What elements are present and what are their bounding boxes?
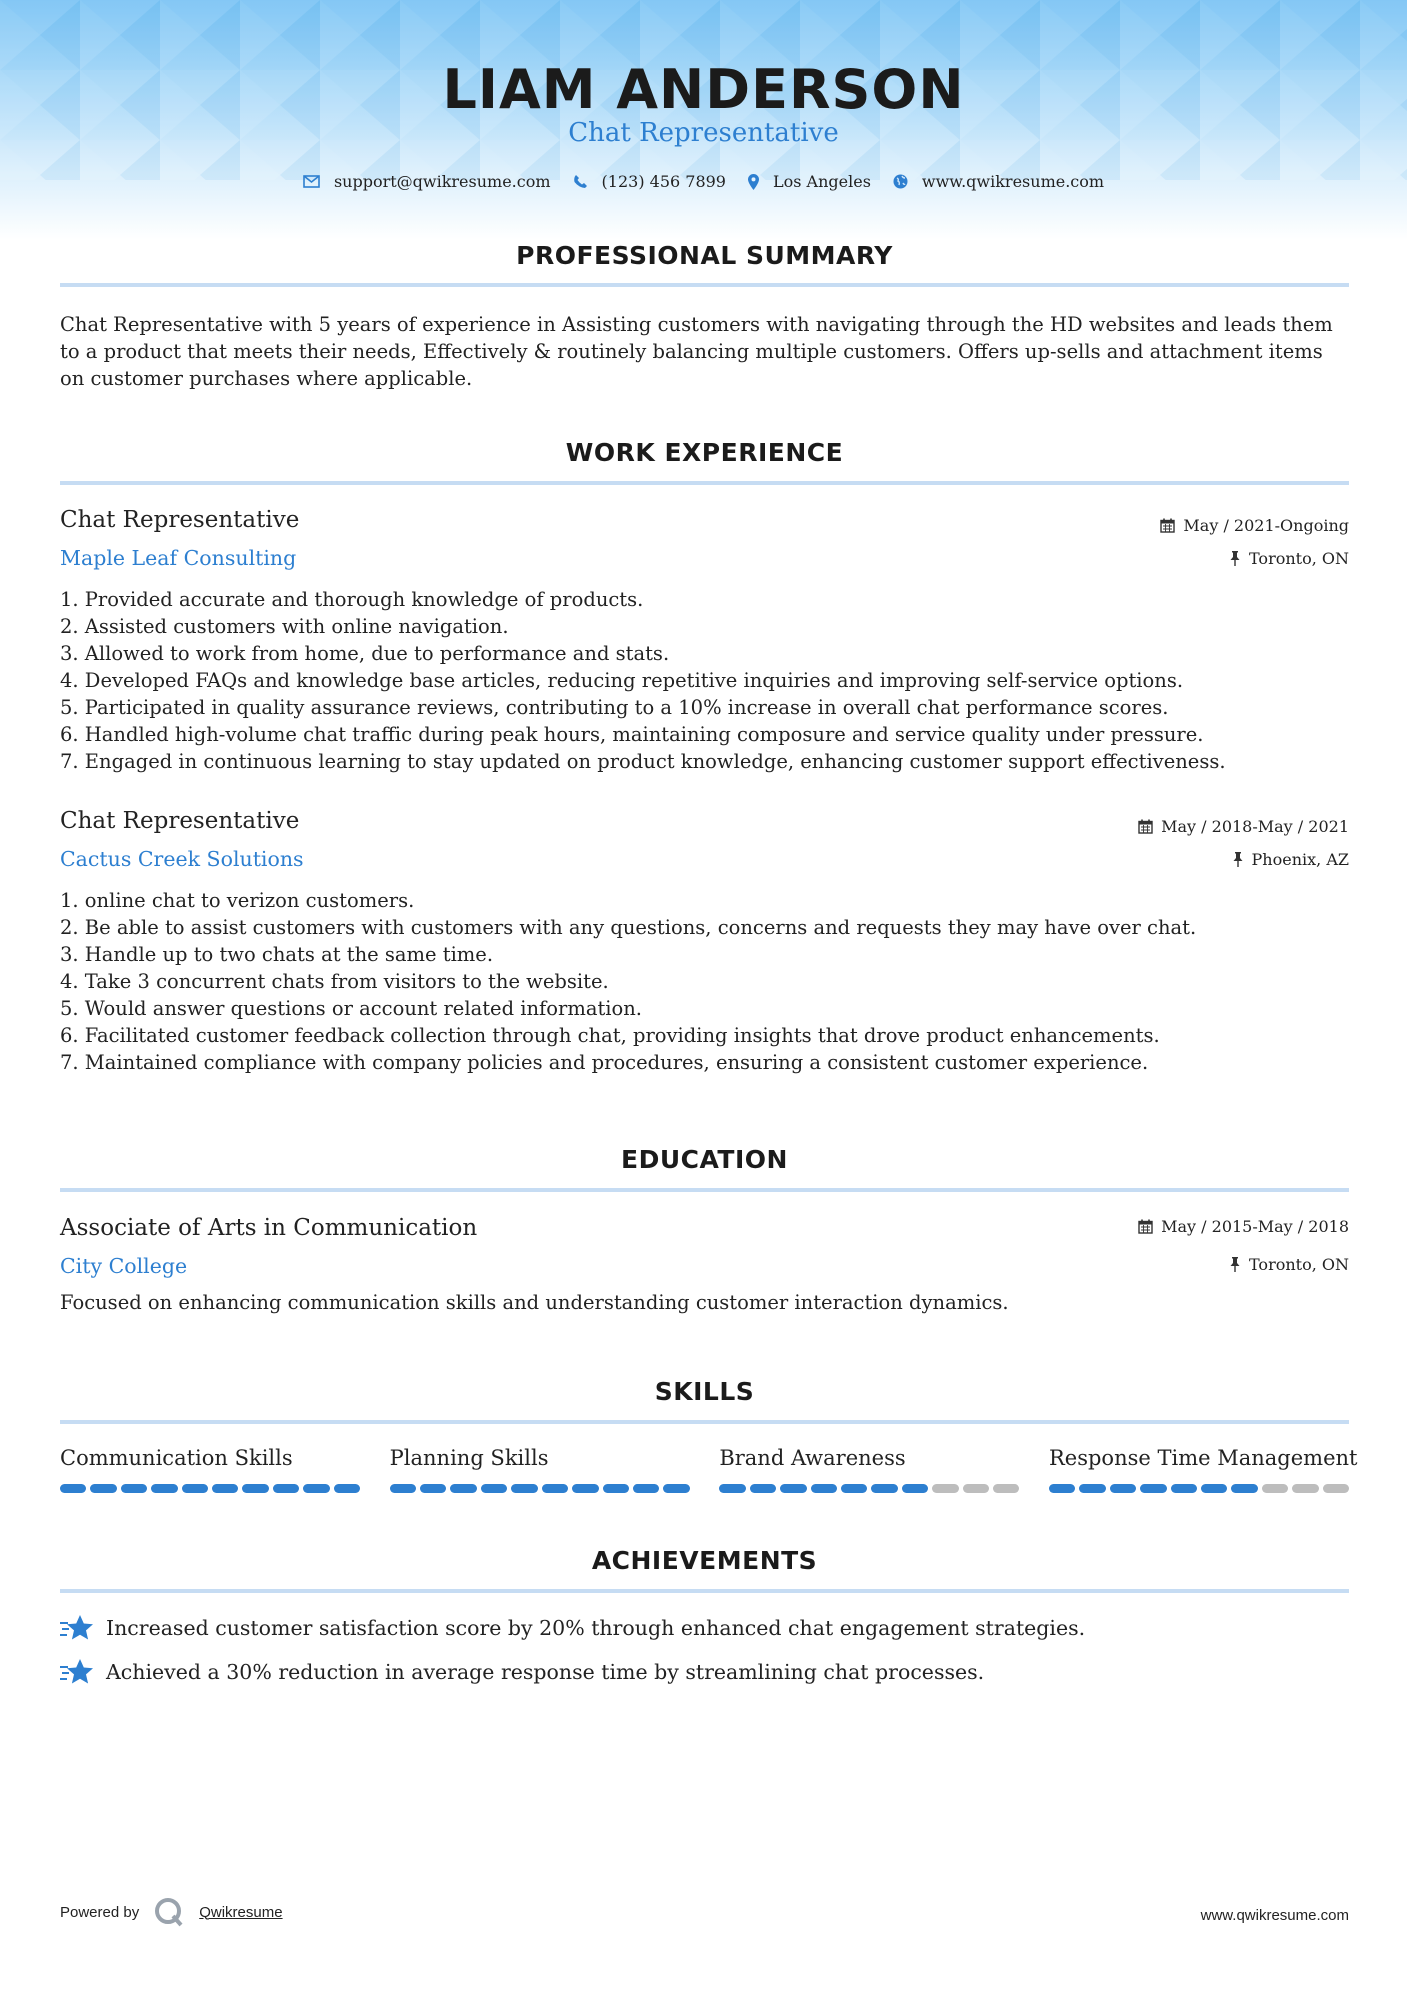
list-item: 5. Would answer questions or account related information. [60, 997, 643, 1020]
skill-segment-filled [902, 1484, 928, 1493]
footer-website[interactable]: www.qwikresume.com [1200, 1907, 1349, 1924]
skill-segment-filled [1171, 1484, 1197, 1493]
pushpin-icon [1229, 551, 1241, 566]
skill-segment-filled [603, 1484, 629, 1493]
skill-level-bar [390, 1484, 690, 1493]
skills-heading: SKILLS [654, 1377, 755, 1406]
skill-segment-filled [1079, 1484, 1105, 1493]
skill-segment-filled [242, 1484, 268, 1493]
skill-item [60, 1446, 360, 1493]
contact-phone[interactable] [573, 172, 726, 191]
achievement-item [60, 1658, 984, 1686]
skill-segment-filled [750, 1484, 776, 1493]
skill-segment-filled [1140, 1484, 1166, 1493]
skills-grid [60, 1446, 1358, 1493]
skill-segment-filled [1110, 1484, 1136, 1493]
skill-segment-filled [780, 1484, 806, 1493]
education-description: Focused on enhancing communication skills and understanding customer interaction dynamics. [60, 1291, 1009, 1314]
skill-segment-empty [1323, 1484, 1349, 1493]
skills-divider [60, 1420, 1349, 1424]
achievements-heading: ACHIEVEMENTS [591, 1546, 818, 1575]
skill-segment-filled [334, 1484, 360, 1493]
header-banner [0, 0, 1407, 240]
list-item: 7. Engaged in continuous learning to stay updated on product knowledge, enhancing customer support effectiveness. [60, 750, 1226, 773]
skill-level-bar [60, 1484, 360, 1493]
map-pin-icon [748, 174, 759, 190]
skill-item [719, 1446, 1019, 1493]
skill-segment-filled [841, 1484, 867, 1493]
education-dates [1138, 1217, 1349, 1236]
job-location [1232, 850, 1349, 869]
job-title: Chat Representative [60, 808, 300, 834]
summary-heading: PROFESSIONAL SUMMARY [516, 241, 893, 270]
school-name: City College [60, 1254, 188, 1278]
company-name: Cactus Creek Solutions [60, 847, 304, 871]
skill-level-bar [719, 1484, 1019, 1493]
pushpin-icon [1232, 852, 1244, 867]
list-item: 2. Be able to assist customers with customers with any questions, concerns and requests they may have over chat. [60, 916, 1197, 939]
skill-segment-filled [303, 1484, 329, 1493]
skill-segment-filled [151, 1484, 177, 1493]
skill-segment-filled [1201, 1484, 1227, 1493]
skill-level-bar [1049, 1484, 1349, 1493]
achievements-divider [60, 1589, 1349, 1593]
globe-icon [893, 174, 908, 189]
location-text: Los Angeles [772, 172, 871, 191]
job-duties-list [60, 887, 1349, 1076]
education-location-text: Toronto, ON [1249, 1255, 1349, 1274]
contact-location [748, 172, 871, 191]
skill-segment-filled [542, 1484, 568, 1493]
skill-segment-filled [390, 1484, 416, 1493]
skill-segment-filled [60, 1484, 86, 1493]
skill-segment-filled [572, 1484, 598, 1493]
skill-item [390, 1446, 690, 1493]
summary-text: Chat Representative with 5 years of experience in Assisting customers with navigating through the HD websites and leads them to a product that meets their needs, Effectively & routinely balancing multiple customers. Offers up-sells and attachment items on customer purchases where applicable. [60, 313, 1333, 390]
list-item: 3. Allowed to work from home, due to performance and stats. [60, 642, 670, 665]
achievement-text: Increased customer satisfaction score by 20% through enhanced chat engagement strategies. [106, 1616, 1086, 1640]
skill-segment-filled [871, 1484, 897, 1493]
candidate-role: Chat Representative [568, 118, 839, 148]
envelope-icon [303, 175, 320, 188]
job-location-text: Phoenix, AZ [1251, 850, 1349, 869]
job-dates-text: May / 2021-Ongoing [1183, 516, 1349, 535]
contact-email[interactable] [303, 172, 551, 191]
skill-segment-filled [511, 1484, 537, 1493]
skill-segment-filled [1049, 1484, 1075, 1493]
star-icon [60, 1658, 94, 1686]
job-dates [1160, 516, 1349, 535]
experience-heading: WORK EXPERIENCE [565, 438, 844, 467]
candidate-name: LIAM ANDERSON [442, 58, 965, 121]
contact-website[interactable] [893, 172, 1104, 191]
list-item: 1. online chat to verizon customers. [60, 889, 415, 912]
qwikresume-logo-icon [153, 1896, 185, 1928]
achievement-item [60, 1614, 1085, 1642]
skill-segment-filled [1231, 1484, 1257, 1493]
qwikresume-link[interactable]: Qwikresume [199, 1903, 283, 1921]
phone-icon [573, 174, 588, 189]
calendar-icon [1160, 518, 1175, 533]
skill-segment-filled [90, 1484, 116, 1493]
list-item: 1. Provided accurate and thorough knowledge of products. [60, 588, 644, 611]
skill-name: Communication Skills [60, 1446, 293, 1470]
job-location-text: Toronto, ON [1249, 549, 1349, 568]
skill-segment-filled [273, 1484, 299, 1493]
skill-segment-empty [963, 1484, 989, 1493]
list-item: 6. Facilitated customer feedback collection through chat, providing insights that drove product enhancements. [60, 1024, 1160, 1047]
powered-by-label: Powered by [60, 1903, 140, 1921]
job-dates [1138, 817, 1349, 836]
skill-segment-empty [1262, 1484, 1288, 1493]
calendar-icon [1138, 1219, 1153, 1234]
skill-segment-filled [719, 1484, 745, 1493]
education-heading: EDUCATION [621, 1145, 788, 1174]
company-name: Maple Leaf Consulting [60, 546, 297, 570]
website-text[interactable]: www.qwikresume.com [921, 172, 1105, 191]
education-dates-text: May / 2015-May / 2018 [1161, 1217, 1349, 1236]
skill-name: Planning Skills [389, 1446, 549, 1470]
job-location [1229, 549, 1349, 568]
education-divider [60, 1188, 1349, 1192]
skill-segment-filled [212, 1484, 238, 1493]
list-item: 4. Take 3 concurrent chats from visitors to the website. [60, 970, 609, 993]
star-icon [60, 1614, 94, 1642]
skill-segment-filled [121, 1484, 147, 1493]
skill-segment-filled [450, 1484, 476, 1493]
skill-segment-filled [481, 1484, 507, 1493]
job-title: Chat Representative [60, 507, 300, 533]
skill-segment-filled [663, 1484, 689, 1493]
skill-segment-filled [420, 1484, 446, 1493]
job-duties-list [60, 586, 1349, 775]
achievement-text: Achieved a 30% reduction in average response time by streamlining chat processes. [106, 1660, 985, 1684]
calendar-icon [1138, 819, 1153, 834]
skill-name: Brand Awareness [719, 1446, 906, 1470]
contact-bar [0, 172, 1407, 191]
list-item: 4. Developed FAQs and knowledge base articles, reducing repetitive inquiries and improving self-service options. [60, 669, 1184, 692]
skill-name: Response Time Management [1048, 1446, 1358, 1470]
job-dates-text: May / 2018-May / 2021 [1161, 817, 1349, 836]
list-item: 2. Assisted customers with online navigation. [60, 615, 509, 638]
skill-segment-filled [633, 1484, 659, 1493]
skill-segment-filled [182, 1484, 208, 1493]
experience-divider [60, 481, 1349, 485]
skill-segment-filled [811, 1484, 837, 1493]
email-text[interactable]: support@qwikresume.com [333, 172, 551, 191]
skill-segment-empty [932, 1484, 958, 1493]
skill-segment-empty [1292, 1484, 1318, 1493]
skill-item [1048, 1446, 1358, 1493]
phone-text[interactable]: (123) 456 7899 [601, 172, 726, 191]
list-item: 3. Handle up to two chats at the same time. [60, 943, 494, 966]
skill-segment-empty [993, 1484, 1019, 1493]
pushpin-icon [1229, 1257, 1241, 1272]
degree-title: Associate of Arts in Communication [60, 1215, 478, 1241]
footer-powered-by [60, 1896, 283, 1928]
list-item: 5. Participated in quality assurance reviews, contributing to a 10% increase in overall chat performance scores. [60, 696, 1169, 719]
education-location [1229, 1255, 1349, 1274]
summary-divider [60, 283, 1349, 287]
list-item: 7. Maintained compliance with company policies and procedures, ensuring a consistent customer experience. [60, 1051, 1149, 1074]
list-item: 6. Handled high-volume chat traffic during peak hours, maintaining composure and service quality under pressure. [60, 723, 1204, 746]
